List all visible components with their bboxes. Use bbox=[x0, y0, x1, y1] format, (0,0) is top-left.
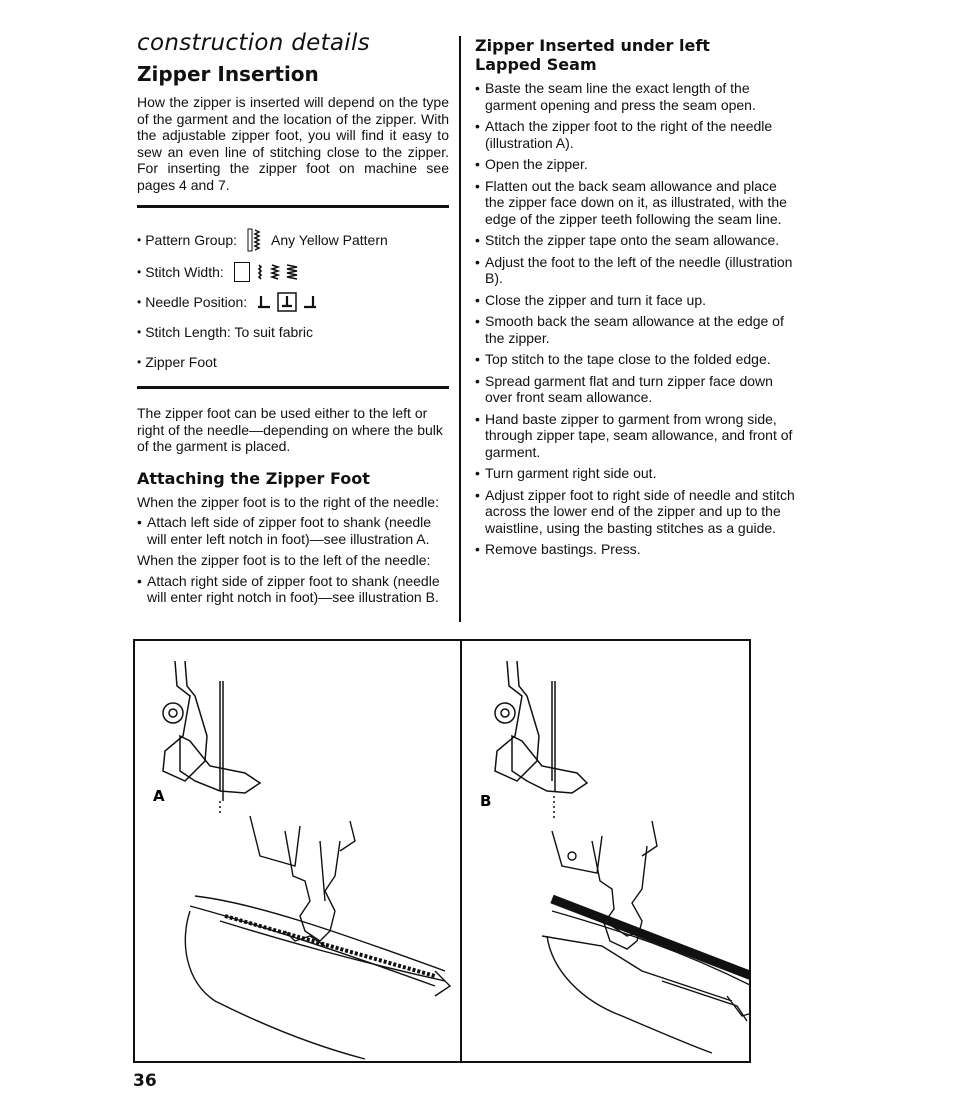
setting-needle-position bbox=[137, 292, 449, 312]
illustration-b bbox=[462, 641, 751, 1061]
stitch-width-zero-icon bbox=[234, 262, 250, 282]
setting-stitch-width bbox=[137, 262, 449, 282]
attach-right-list bbox=[137, 514, 449, 547]
list-item: • Close the zipper and turn it face up. bbox=[475, 292, 795, 309]
machine-settings bbox=[137, 208, 449, 380]
stitch-width-narrow-icon bbox=[256, 264, 264, 280]
page-number: 36 bbox=[133, 1071, 157, 1091]
attach-left-lead: When the zipper foot is to the left of the needle: bbox=[137, 552, 431, 568]
setting-pattern-group bbox=[137, 228, 449, 252]
setting-foot bbox=[137, 352, 449, 372]
needle-right-icon bbox=[303, 295, 317, 309]
illustration-a bbox=[135, 641, 460, 1061]
illustrations-frame bbox=[133, 639, 751, 1063]
list-item: • Adjust the foot to the left of the needle (illustration B). bbox=[475, 254, 795, 287]
stitch-width-icons bbox=[234, 262, 298, 282]
setting-label: • Zipper Foot bbox=[145, 353, 217, 370]
list-item: • Open the zipper. bbox=[475, 156, 795, 173]
lapped-seam-heading: Zipper Inserted under left Lapped Seam bbox=[475, 36, 710, 74]
fig-label-b: B bbox=[480, 792, 492, 810]
stitch-width-medium-icon bbox=[270, 264, 280, 280]
setting-label: • Stitch Width: bbox=[145, 263, 224, 280]
intro-paragraph: How the zipper is inserted will depend on the type of the garment and the location of the zipper. With the adjustable zipper foot, you will find it easy to sew an even line of stitching close to the zipper. For inserting the zipper foot on machine see pages 4 and 7. bbox=[137, 94, 449, 193]
machine-sewing-zipper-a bbox=[185, 816, 450, 1059]
column-divider bbox=[459, 36, 461, 622]
setting-label: • Stitch Length: To suit fabric bbox=[145, 323, 314, 340]
foot-usage-paragraph: The zipper foot can be used either to the left or right of the needle—depending on where the bulk of the garment is placed. bbox=[137, 405, 443, 454]
needle-position-icons bbox=[257, 292, 317, 312]
setting-value: Any Yellow Pattern bbox=[271, 231, 388, 248]
list-item: • Spread garment flat and turn zipper face down over front seam allowance. bbox=[475, 373, 795, 406]
attach-heading: Attaching the Zipper Foot bbox=[137, 468, 370, 488]
needle-left-icon bbox=[257, 295, 271, 309]
attach-left-list bbox=[137, 573, 449, 606]
setting-stitch-length bbox=[137, 322, 449, 342]
zipper-foot-detail-b bbox=[495, 661, 587, 821]
list-item: • Flatten out the back seam allowance and place the zipper face down on it, as illustrated, with the edge of the zipper teeth following the seam line. bbox=[475, 178, 795, 228]
list-item: • Turn garment right side out. bbox=[475, 465, 795, 482]
setting-label: • Needle Position: bbox=[145, 293, 248, 310]
list-item: • Remove bastings. Press. bbox=[475, 541, 795, 558]
section-label: construction details bbox=[137, 30, 370, 56]
fig-label-a: A bbox=[153, 787, 165, 805]
attach-right-lead: When the zipper foot is to the right of the needle: bbox=[137, 493, 439, 510]
needle-center-selected-icon bbox=[277, 292, 297, 312]
setting-label: • Pattern Group: bbox=[145, 231, 238, 248]
list-item: • Smooth back the seam allowance at the edge of the zipper. bbox=[475, 313, 795, 346]
list-item: • Attach left side of zipper foot to shank (needle will enter left notch in foot)—see illustration A. bbox=[137, 514, 449, 547]
list-item: • Top stitch to the tape close to the folded edge. bbox=[475, 351, 795, 368]
machine-sewing-zipper-b bbox=[542, 821, 751, 1053]
pattern-group-icon bbox=[247, 228, 261, 252]
lapped-seam-steps bbox=[475, 80, 795, 558]
stitch-width-wide-icon bbox=[286, 264, 298, 280]
left-column bbox=[137, 30, 449, 611]
list-item: • Attach the zipper foot to the right of the needle (illustration A). bbox=[475, 118, 795, 151]
list-item: • Hand baste zipper to garment from wrong side, through zipper tape, seam allowance, and front of garment. bbox=[475, 411, 795, 461]
list-item: • Stitch the zipper tape onto the seam allowance. bbox=[475, 232, 795, 249]
zipper-foot-detail-a bbox=[163, 661, 260, 816]
right-column bbox=[475, 36, 795, 563]
list-item: • Adjust zipper foot to right side of needle and stitch across the lower end of the zipper and up to the waistline, using the basting stitches as a guide. bbox=[475, 487, 795, 537]
list-item: • Attach right side of zipper foot to shank (needle will enter right notch in foot)—see illustration B. bbox=[137, 573, 449, 606]
bottom-rule bbox=[137, 386, 449, 389]
page-title: Zipper Insertion bbox=[137, 62, 319, 86]
list-item: • Baste the seam line the exact length of the garment opening and press the seam open. bbox=[475, 80, 795, 113]
